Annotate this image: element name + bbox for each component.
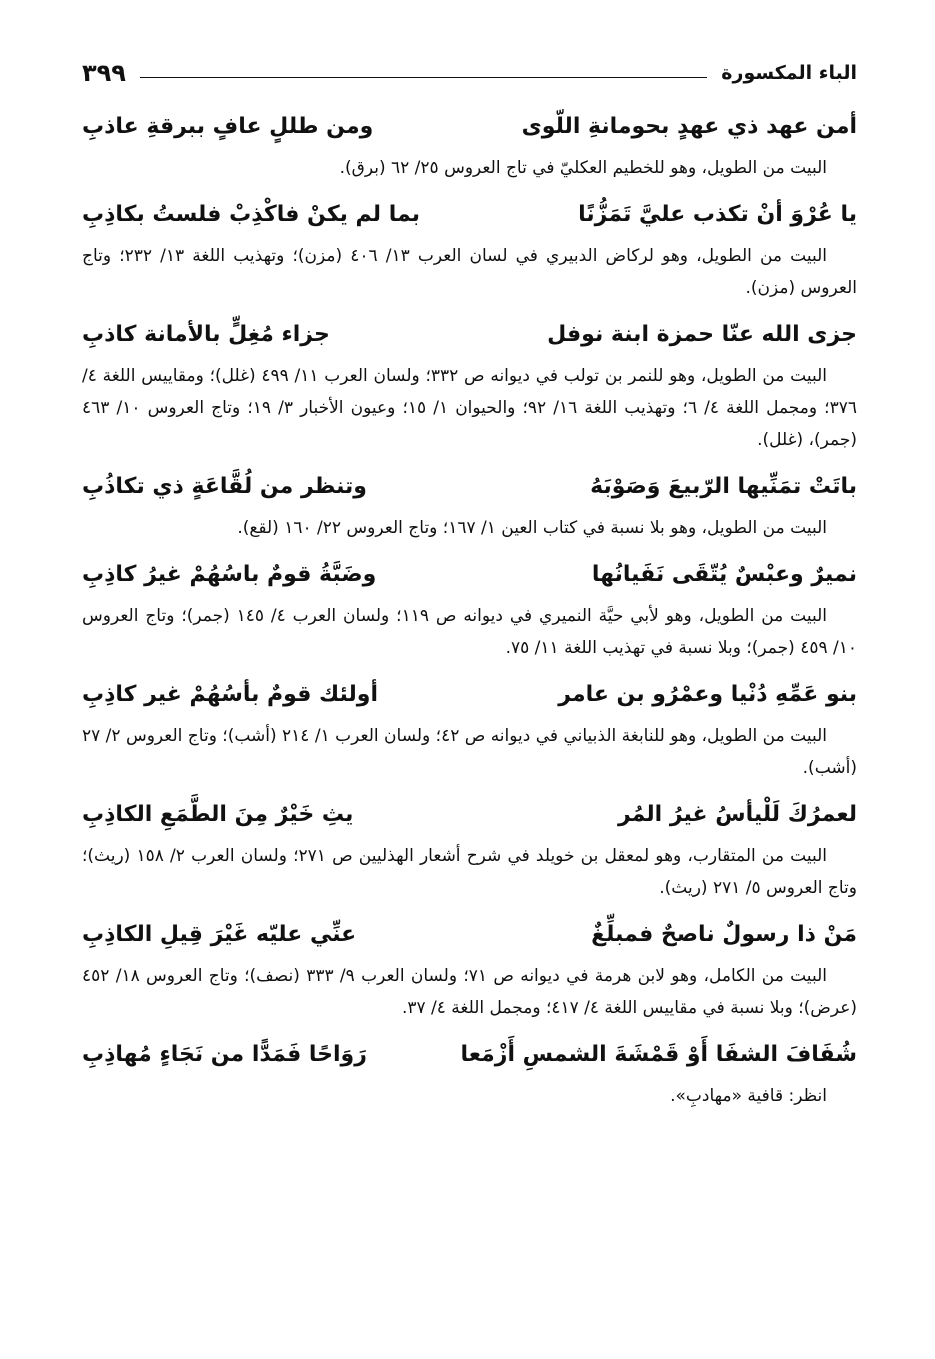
first-hemistich: يا عُرْوَ أنْ تكذب عليَّ تَمَزُّنًا <box>578 202 857 227</box>
verse-line <box>82 670 857 720</box>
second-hemistich: بما لم يكنْ فاكْذِبْ فلستُ بكاذِبِ <box>82 202 420 227</box>
verse-line <box>82 310 857 360</box>
verse-note: البيت من الطويل، وهو بلا نسبة في كتاب العين ١/ ١٦٧؛ وتاج العروس ٢٢/ ١٦٠ (لقع). <box>237 518 827 538</box>
verse-entries <box>82 102 857 1112</box>
verse-note: البيت من الكامل، وهو لابن هرمة في ديوانه ص ٧١؛ ولسان العرب ٩/ ٣٣٣ (نصف)؛ وتاج العروس ١٨/ ٤٥٢ (عرض)؛ وبلا نسبة في مقاييس اللغة ٤/ ٤١٧؛ ومجمل اللغة ٤/ ٣٧. <box>82 966 857 1018</box>
second-hemistich: يثِ خَيْرٌ مِنَ الطَّمَعِ الكاذِبِ <box>82 802 354 827</box>
verse-line <box>82 790 857 840</box>
verse-note: البيت من الطويل، وهو للنابغة الذبياني في ديوانه ص ٤٢؛ ولسان العرب ١/ ٢١٤ (أشب)؛ وتاج العروس ٢/ ٢٧ (أشب). <box>82 726 857 778</box>
verse-line <box>82 102 857 152</box>
page-header <box>82 56 857 90</box>
verse-note: انظر: قافية «مهادبِ». <box>670 1086 827 1106</box>
verse-note: البيت من الطويل، وهو لأبي حيَّة النميري في ديوانه ص ١١٩؛ ولسان العرب ٤/ ١٤٥ (جمر)؛ وتاج العروس ١٠/ ٤٥٩ (جمر)؛ وبلا نسبة في تهذيب اللغة ١١/ ٧٥. <box>82 606 857 658</box>
verse-line <box>82 1030 857 1080</box>
first-hemistich: جزى الله عنّا حمزة ابنة نوفل <box>547 322 857 347</box>
page-number: ٣٩٩ <box>82 59 126 87</box>
first-hemistich: مَنْ ذا رسولٌ ناصحٌ فمبلِّغٌ <box>591 922 857 947</box>
verse-line <box>82 462 857 512</box>
second-hemistich: ومن طللٍ عافٍ ببرقةِ عاذبِ <box>82 114 374 139</box>
first-hemistich: لعمرُكَ لَلْيأسُ غيرُ المُر <box>617 802 857 827</box>
running-title: الباء المكسورة <box>721 62 857 84</box>
verse-line <box>82 190 857 240</box>
first-hemistich: شُفَافَ الشفَا أَوْ قَمْشَةَ الشمسِ أَزْمَعا <box>460 1042 857 1067</box>
second-hemistich: عنِّي عليّه غَيْرَ قِيلِ الكاذِبِ <box>82 922 357 947</box>
first-hemistich: نميرٌ وعبْسٌ يُتّقَى نَفَيانُها <box>591 562 857 587</box>
verse-entry <box>82 1030 857 1112</box>
verse-note: البيت من الطويل، وهو للخطيم العكليّ في تاج العروس ٢٥/ ٦٢ (برق). <box>339 158 827 178</box>
second-hemistich: أولئك قومٌ بأسُهُمْ غير كاذِبِ <box>82 682 378 707</box>
verse-entry <box>82 102 857 184</box>
second-hemistich: وضَبَّةُ قومٌ باسُهُمْ غيرُ كاذِبِ <box>82 562 377 587</box>
verse-line <box>82 910 857 960</box>
second-hemistich: رَوَاحًا فَمَدًّا من نَجَاءٍ مُهاذِبِ <box>82 1042 367 1067</box>
verse-note: البيت من الطويل، وهو لركاض الدبيري في لسان العرب ١٣/ ٤٠٦ (مزن)؛ وتهذيب اللغة ١٣/ ٢٣٢؛ وتاج العروس (مزن). <box>82 246 857 298</box>
verse-entry <box>82 190 857 304</box>
verse-note: البيت من الطويل، وهو للنمر بن تولب في ديوانه ص ٣٣٢؛ ولسان العرب ١١/ ٤٩٩ (غلل)؛ ومقاييس اللغة ٤/ ٣٧٦؛ ومجمل اللغة ٤/ ٦؛ وتهذيب اللغة ١٦/ ٩٢؛ والحيوان ١/ ١٥؛ وعيون الأخبار ٣/ ١٩؛ وتاج العروس ١٠/ ٤٦٣ (جمر)، (غلل). <box>82 366 857 450</box>
second-hemistich: جزاء مُغِلٍّ بالأمانة كاذبِ <box>82 322 330 347</box>
first-hemistich: بنو عَمِّهِ دُنْيا وعمْرُو بن عامر <box>558 682 857 707</box>
second-hemistich: وتنظر من لُقَّاعَةٍ ذي تكاذُبِ <box>82 474 367 499</box>
verse-note: البيت من المتقارب، وهو لمعقل بن خويلد في شرح أشعار الهذليين ص ٢٧١؛ ولسان العرب ٢/ ١٥٨ (ريث)؛ وتاج العروس ٥/ ٢٧١ (ريث). <box>82 846 857 898</box>
first-hemistich: أمن عهد ذي عهدٍ بحومانةِ اللّوى <box>521 114 857 139</box>
verse-entry <box>82 910 857 1024</box>
first-hemistich: باتَتْ تمَنِّيها الرّبيعَ وَصَوْبَهُ <box>590 474 857 499</box>
header-rule <box>140 77 707 78</box>
verse-entry <box>82 670 857 784</box>
verse-entry <box>82 790 857 904</box>
verse-entry <box>82 550 857 664</box>
verse-line <box>82 550 857 600</box>
verse-entry <box>82 310 857 456</box>
verse-entry <box>82 462 857 544</box>
